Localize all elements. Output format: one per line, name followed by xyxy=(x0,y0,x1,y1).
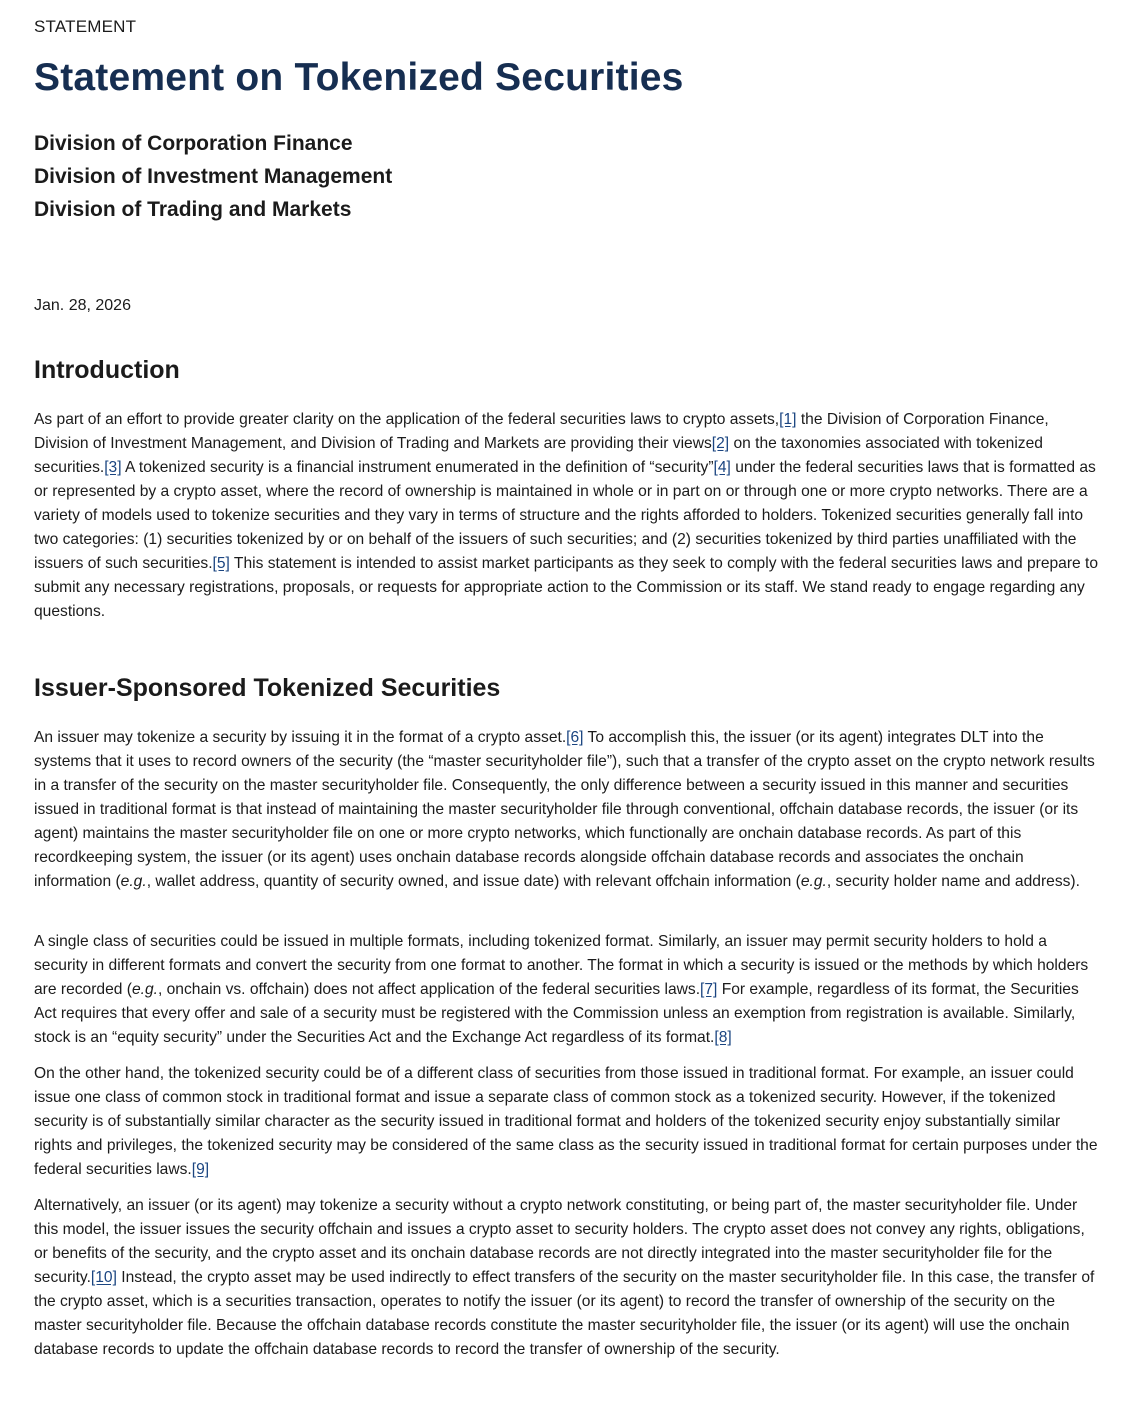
division-item: Division of Trading and Markets xyxy=(34,198,352,221)
paragraph-text: on the taxonomies associated with tokenized securities. xyxy=(34,435,1043,476)
footnote-link-3[interactable]: [3] xyxy=(104,459,122,476)
footnote-link-10[interactable]: [10] xyxy=(90,1269,117,1286)
paragraph-text: Alternatively, an issuer (or its agent) may tokenize a security without a crypto network constituting, or being part of, the master securityholder file. Under this model, the issuer issues the security offchain and issues a crypto asset to security holders. The crypto asset does not convey any rights, obligations, or benefits of the security, and the crypto asset and its onchain database records are not directly integrated into the master securityholder file for the security. xyxy=(34,1197,1085,1286)
paragraph-text: For example, regardless of its format, the Securities Act requires that every offer and sale of a security must be registered with the Commission unless an exemption from registration is available. Similarly, stock is an “equity security” under the Securities Act and the Exchange Act regardless of its format. xyxy=(34,981,1079,1046)
page-kicker: STATEMENT xyxy=(34,17,137,36)
paragraph-text: the Division of Corporation Finance, Division of Investment Management, and Division of Trading and Markets are providing their views xyxy=(34,411,1049,452)
issuer-paragraph-4 xyxy=(34,1194,1102,1362)
paragraph-text: , security holder name and address). xyxy=(826,873,1080,890)
italic-text: e.g. xyxy=(131,981,158,998)
footnote-link-2[interactable]: [2] xyxy=(711,435,730,452)
publish-date: Jan. 28, 2026 xyxy=(34,297,131,314)
paragraph-text: , wallet address, quantity of security owned, and issue date) with relevant offchain information ( xyxy=(146,873,801,890)
section-heading-issuer-sponsored: Issuer-Sponsored Tokenized Securities xyxy=(34,674,501,702)
issuer-paragraph-1 xyxy=(34,726,1102,894)
paragraph-text: On the other hand, the tokenized security could be of a different class of securities from those issued in traditional format. For example, an issuer could issue one class of common stock in traditional format and issue a separate class of common stock as a tokenized security. However, if the tokenized security is of substantially similar character as the security issued in traditional format and holders of the tokenized security enjoy substantially similar rights and privileges, the tokenized security may be considered of the same class as the security issued in traditional format for certain purposes under the federal securities laws. xyxy=(34,1065,1098,1178)
paragraph-text: This statement is intended to assist market participants as they seek to comply with the federal securities laws and prepare to submit any necessary registrations, proposals, or requests for appropriate action to the Commission or its staff. We stand ready to engage regarding any questions. xyxy=(34,555,1099,620)
footnote-link-6[interactable]: [6] xyxy=(566,729,584,746)
paragraph-text: under the federal securities laws that is formatted as or represented by a crypto asset, where the record of ownership is maintained in whole or in part on or through one or more crypto networks. There are a variety of models used to tokenize securities and they vary in terms of structure and the rights afforded to holders. Tokenized securities generally fall into two categories: (1) securities tokenized by or on behalf of the issuers of such securities; and (2) securities tokenized by third parties unaffiliated with the issuers of such securities. xyxy=(34,459,1096,572)
footnote-link-1[interactable]: [1] xyxy=(779,411,797,428)
division-list xyxy=(34,127,392,226)
paragraph-text: To accomplish this, the issuer (or its agent) integrates DLT into the systems that it uses to record owners of the security (the “master securityholder file”), such that a transfer of the crypto asset on the crypto network results in a transfer of the security on the master securityholder file. Consequently, the only difference between a security issued in this manner and securities issued in traditional format is that instead of maintaining the master securityholder file through conventional, offchain database records, the issuer (or its agent) maintains the master securityholder file on one or more crypto networks, which functionally are onchain database records. As part of this recordkeeping system, the issuer (or its agent) uses onchain database records alongside offchain database records and associates the onchain information ( xyxy=(34,729,1095,890)
paragraph-text: As part of an effort to provide greater clarity on the application of the federal securities laws to crypto assets, xyxy=(34,411,780,428)
issuer-paragraph-3 xyxy=(34,1062,1102,1182)
footnote-link-8[interactable]: [8] xyxy=(714,1029,732,1046)
italic-text: e.g. xyxy=(120,873,147,890)
intro-paragraph xyxy=(34,408,1102,624)
italic-text: e.g. xyxy=(800,873,827,890)
footnote-link-7[interactable]: [7] xyxy=(700,981,718,998)
footnote-link-9[interactable]: [9] xyxy=(191,1161,210,1178)
paragraph-text: , onchain vs. offchain) does not affect application of the federal securities laws. xyxy=(157,981,701,998)
division-item: Division of Corporation Finance xyxy=(34,132,353,155)
paragraph-text: Instead, the crypto asset may be used indirectly to effect transfers of the security on the master securityholder file. In this case, the transfer of the crypto asset, which is a securities transaction, operates to notify the issuer (or its agent) to record the transfer of ownership of the security on the master securityholder file. Because the offchain database records constitute the master securityholder file, the issuer (or its agent) will use the onchain database records to update the offchain database records to record the transfer of ownership of the security. xyxy=(34,1269,1095,1358)
footnote-link-5[interactable]: [5] xyxy=(212,555,230,572)
paragraph-text: A single class of securities could be issued in multiple formats, including tokenized format. Similarly, an issuer may permit security holders to hold a security in different formats and convert the security from one format to another. The format in which a security is issued or the methods by which holders are recorded ( xyxy=(34,933,1089,998)
footnote-link-4[interactable]: [4] xyxy=(713,459,731,476)
division-item: Division of Investment Management xyxy=(34,165,393,188)
section-heading-introduction: Introduction xyxy=(34,356,180,384)
page-title: Statement on Tokenized Securities xyxy=(34,56,684,99)
issuer-paragraph-2 xyxy=(34,930,1102,1050)
paragraph-text: An issuer may tokenize a security by issuing it in the format of a crypto asset. xyxy=(34,729,567,746)
paragraph-text: A tokenized security is a financial instrument enumerated in the definition of “security” xyxy=(121,459,714,476)
